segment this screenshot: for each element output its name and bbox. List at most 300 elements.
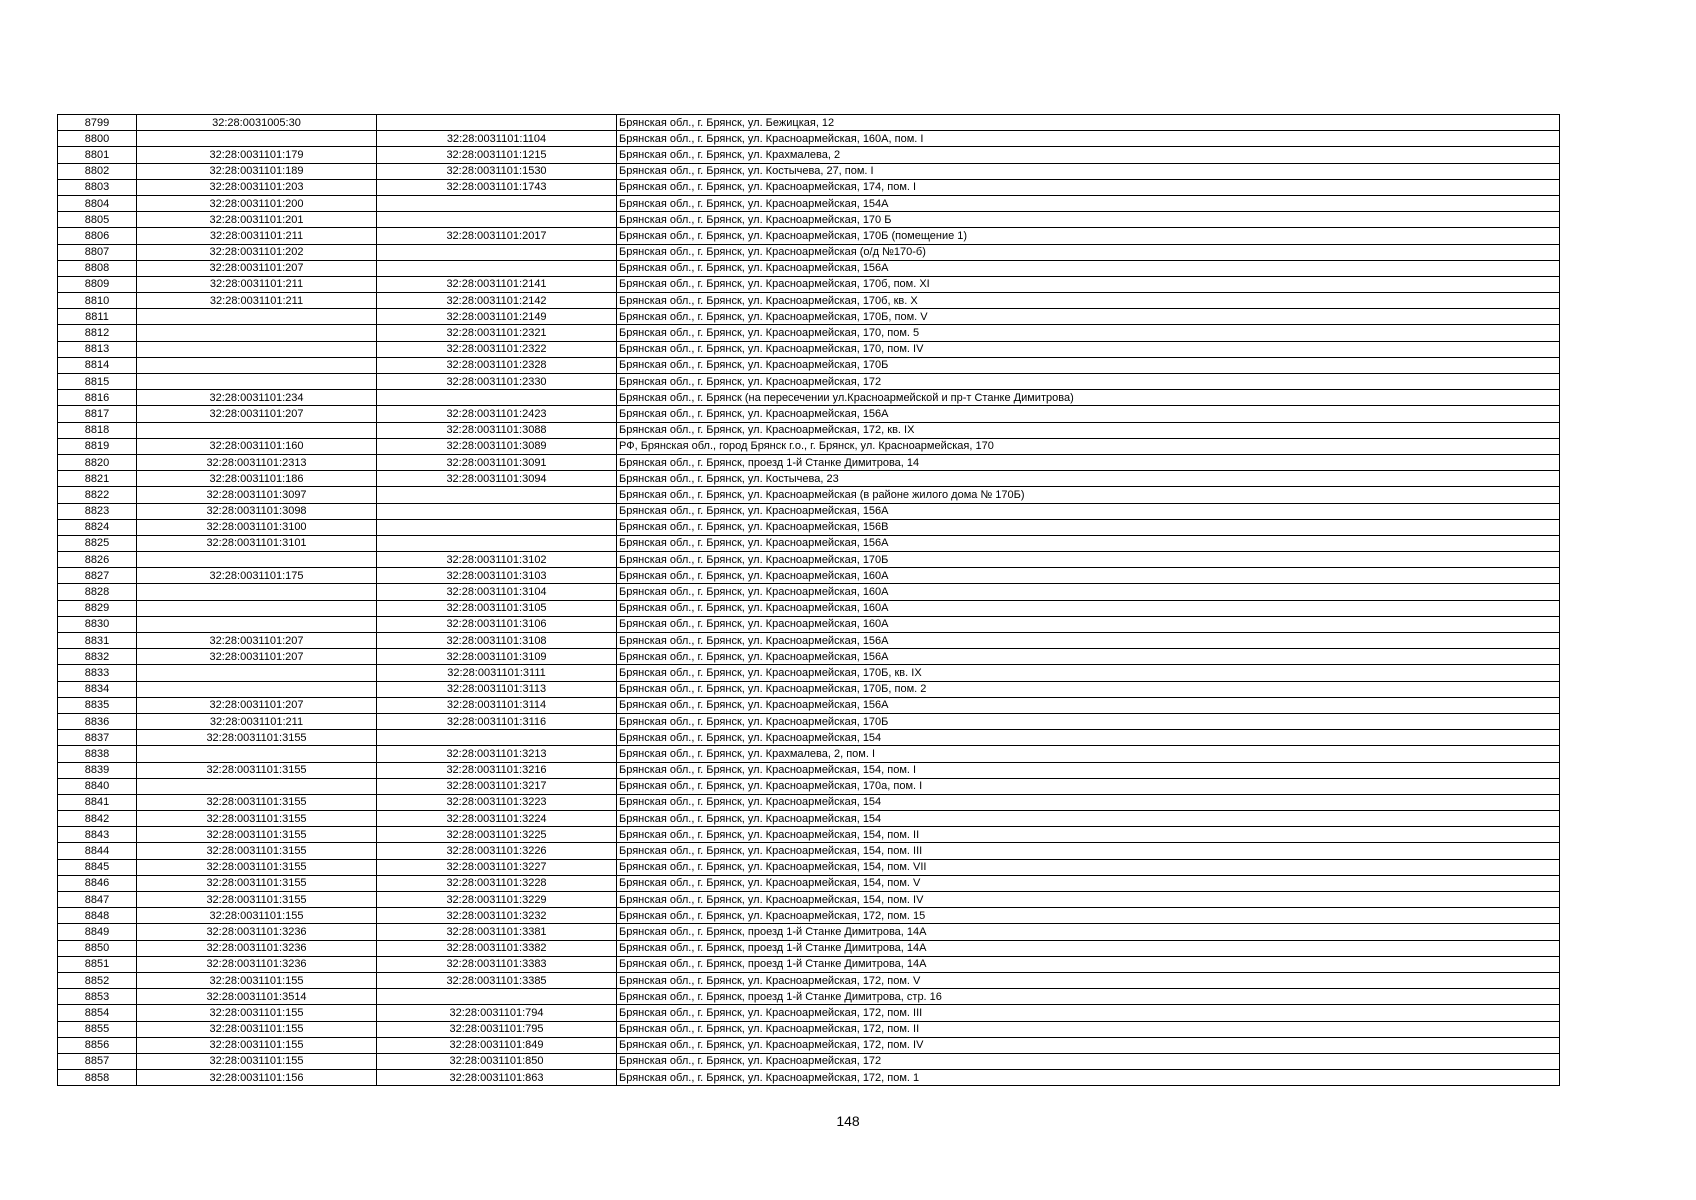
table-row (58, 600, 1560, 616)
address-cell: Брянская обл., г. Брянск, ул. Красноармейская, 170Б (помещение 1) (617, 228, 1560, 244)
table-row (58, 519, 1560, 535)
row-number-cell: 8809 (58, 276, 137, 292)
object-number-cell: 32:28:0031101:863 (377, 1070, 617, 1086)
object-number-cell: 32:28:0031101:3232 (377, 908, 617, 924)
land-plot-number-cell: 32:28:0031101:207 (137, 633, 377, 649)
land-plot-number-cell: 32:28:0031101:2313 (137, 454, 377, 470)
address-cell: Брянская обл., г. Брянск, ул. Красноармейская, 160А (617, 616, 1560, 632)
object-number-cell: 32:28:0031101:3381 (377, 924, 617, 940)
object-number-cell: 32:28:0031101:1215 (377, 147, 617, 163)
object-number-cell: 32:28:0031101:3105 (377, 600, 617, 616)
address-cell: Брянская обл., г. Брянск, ул. Красноармейская (в районе жилого дома № 170Б) (617, 487, 1560, 503)
table-row (58, 390, 1560, 406)
row-number-cell: 8828 (58, 584, 137, 600)
object-number-cell: 32:28:0031101:3217 (377, 778, 617, 794)
land-plot-number-cell (137, 616, 377, 632)
object-number-cell (377, 212, 617, 228)
row-number-cell: 8811 (58, 309, 137, 325)
address-cell: Брянская обл., г. Брянск, ул. Красноармейская, 154, пом. IV (617, 892, 1560, 908)
table-row (58, 956, 1560, 972)
row-number-cell: 8824 (58, 519, 137, 535)
table-row (58, 1070, 1560, 1086)
address-cell: Брянская обл., г. Брянск, ул. Красноармейская, 172, кв. IX (617, 422, 1560, 438)
address-cell: Брянская обл., г. Брянск, ул. Красноармейская, 172, пом. III (617, 1005, 1560, 1021)
land-plot-number-cell: 32:28:0031101:3236 (137, 956, 377, 972)
row-number-cell: 8856 (58, 1037, 137, 1053)
address-cell: Брянская обл., г. Брянск, ул. Красноармейская, 154, пом. II (617, 827, 1560, 843)
row-number-cell: 8805 (58, 212, 137, 228)
object-number-cell (377, 244, 617, 260)
land-plot-number-cell: 32:28:0031101:189 (137, 163, 377, 179)
land-plot-number-cell: 32:28:0031101:211 (137, 228, 377, 244)
land-plot-number-cell: 32:28:0031101:211 (137, 276, 377, 292)
object-number-cell: 32:28:0031101:3111 (377, 665, 617, 681)
land-plot-number-cell (137, 665, 377, 681)
row-number-cell: 8823 (58, 503, 137, 519)
land-plot-number-cell: 32:28:0031101:3155 (137, 730, 377, 746)
row-number-cell: 8833 (58, 665, 137, 681)
object-number-cell: 32:28:0031101:2328 (377, 357, 617, 373)
land-plot-number-cell: 32:28:0031101:3155 (137, 843, 377, 859)
row-number-cell: 8841 (58, 794, 137, 810)
table-row (58, 163, 1560, 179)
object-number-cell (377, 989, 617, 1005)
table-row (58, 260, 1560, 276)
address-cell: РФ, Брянская обл., город Брянск г.о., г. Брянск, ул. Красноармейская, 170 (617, 438, 1560, 454)
object-number-cell: 32:28:0031101:3228 (377, 875, 617, 891)
row-number-cell: 8825 (58, 535, 137, 551)
land-plot-number-cell (137, 584, 377, 600)
land-plot-number-cell: 32:28:0031101:3236 (137, 940, 377, 956)
land-plot-number-cell: 32:28:0031101:211 (137, 713, 377, 729)
land-plot-number-cell: 32:28:0031005:30 (137, 115, 377, 131)
land-plot-number-cell: 32:28:0031101:156 (137, 1070, 377, 1086)
address-cell: Брянская обл., г. Брянск, ул. Красноармейская, 172, пом. II (617, 1021, 1560, 1037)
object-number-cell (377, 260, 617, 276)
table-row (58, 454, 1560, 470)
table-row (58, 746, 1560, 762)
object-number-cell: 32:28:0031101:3089 (377, 438, 617, 454)
row-number-cell: 8849 (58, 924, 137, 940)
object-number-cell: 32:28:0031101:795 (377, 1021, 617, 1037)
object-number-cell: 32:28:0031101:3227 (377, 859, 617, 875)
land-plot-number-cell: 32:28:0031101:186 (137, 471, 377, 487)
table-row (58, 924, 1560, 940)
table-row (58, 374, 1560, 390)
table-row (58, 471, 1560, 487)
row-number-cell: 8850 (58, 940, 137, 956)
row-number-cell: 8799 (58, 115, 137, 131)
land-plot-number-cell: 32:28:0031101:201 (137, 212, 377, 228)
object-number-cell (377, 730, 617, 746)
row-number-cell: 8822 (58, 487, 137, 503)
address-cell: Брянская обл., г. Брянск, ул. Красноармейская, 154, пом. V (617, 875, 1560, 891)
table-row (58, 309, 1560, 325)
row-number-cell: 8836 (58, 713, 137, 729)
address-cell: Брянская обл., г. Брянск, ул. Красноармейская, 170Б (617, 552, 1560, 568)
address-cell: Брянская обл., г. Брянск, ул. Красноармейская, 170а, пом. I (617, 778, 1560, 794)
row-number-cell: 8832 (58, 649, 137, 665)
object-number-cell: 32:28:0031101:3109 (377, 649, 617, 665)
row-number-cell: 8831 (58, 633, 137, 649)
object-number-cell (377, 195, 617, 211)
table-row (58, 843, 1560, 859)
row-number-cell: 8830 (58, 616, 137, 632)
table-row (58, 859, 1560, 875)
row-number-cell: 8820 (58, 454, 137, 470)
row-number-cell: 8844 (58, 843, 137, 859)
land-plot-number-cell (137, 600, 377, 616)
land-plot-number-cell: 32:28:0031101:179 (137, 147, 377, 163)
object-number-cell: 32:28:0031101:3088 (377, 422, 617, 438)
land-plot-number-cell: 32:28:0031101:3236 (137, 924, 377, 940)
land-plot-number-cell: 32:28:0031101:234 (137, 390, 377, 406)
address-cell: Брянская обл., г. Брянск, ул. Красноармейская, 160А (617, 600, 1560, 616)
land-plot-number-cell (137, 681, 377, 697)
land-plot-number-cell: 32:28:0031101:207 (137, 260, 377, 276)
address-cell: Брянская обл., г. Брянск, проезд 1-й Станке Димитрова, стр. 16 (617, 989, 1560, 1005)
land-plot-number-cell: 32:28:0031101:3155 (137, 859, 377, 875)
land-plot-number-cell: 32:28:0031101:203 (137, 179, 377, 195)
address-cell: Брянская обл., г. Брянск, ул. Красноармейская, 154 (617, 811, 1560, 827)
row-number-cell: 8838 (58, 746, 137, 762)
object-number-cell: 32:28:0031101:1530 (377, 163, 617, 179)
table-row (58, 438, 1560, 454)
table-row (58, 730, 1560, 746)
row-number-cell: 8819 (58, 438, 137, 454)
row-number-cell: 8846 (58, 875, 137, 891)
address-cell: Брянская обл., г. Брянск, проезд 1-й Станке Димитрова, 14А (617, 940, 1560, 956)
table-row (58, 406, 1560, 422)
table-row (58, 584, 1560, 600)
row-number-cell: 8835 (58, 697, 137, 713)
table-row (58, 827, 1560, 843)
table-row (58, 681, 1560, 697)
land-plot-number-cell: 32:28:0031101:3155 (137, 875, 377, 891)
land-plot-number-cell (137, 131, 377, 147)
object-number-cell: 32:28:0031101:2017 (377, 228, 617, 244)
table-row (58, 422, 1560, 438)
address-cell: Брянская обл., г. Брянск, ул. Красноармейская, 154 (617, 794, 1560, 810)
land-plot-number-cell: 32:28:0031101:155 (137, 1021, 377, 1037)
land-plot-number-cell (137, 746, 377, 762)
land-plot-number-cell: 32:28:0031101:3101 (137, 535, 377, 551)
row-number-cell: 8814 (58, 357, 137, 373)
table-row (58, 293, 1560, 309)
address-cell: Брянская обл., г. Брянск, ул. Красноармейская, 154А (617, 195, 1560, 211)
object-number-cell: 32:28:0031101:3103 (377, 568, 617, 584)
table-row (58, 276, 1560, 292)
land-plot-number-cell (137, 374, 377, 390)
table-row (58, 649, 1560, 665)
row-number-cell: 8843 (58, 827, 137, 843)
address-cell: Брянская обл., г. Брянск, ул. Красноармейская, 154, пом. III (617, 843, 1560, 859)
land-plot-number-cell: 32:28:0031101:160 (137, 438, 377, 454)
address-cell: Брянская обл., г. Брянск, ул. Красноармейская, 170Б (617, 357, 1560, 373)
object-number-cell: 32:28:0031101:3113 (377, 681, 617, 697)
cadastral-table (57, 114, 1560, 1086)
land-plot-number-cell: 32:28:0031101:3155 (137, 794, 377, 810)
row-number-cell: 8807 (58, 244, 137, 260)
address-cell: Брянская обл., г. Брянск, ул. Красноармейская, 156А (617, 697, 1560, 713)
row-number-cell: 8816 (58, 390, 137, 406)
row-number-cell: 8858 (58, 1070, 137, 1086)
table-row (58, 908, 1560, 924)
table-row (58, 487, 1560, 503)
address-cell: Брянская обл., г. Брянск, проезд 1-й Станке Димитрова, 14А (617, 924, 1560, 940)
row-number-cell: 8848 (58, 908, 137, 924)
land-plot-number-cell: 32:28:0031101:155 (137, 908, 377, 924)
row-number-cell: 8804 (58, 195, 137, 211)
address-cell: Брянская обл., г. Брянск, ул. Красноармейская, 154, пом. VII (617, 859, 1560, 875)
object-number-cell: 32:28:0031101:3094 (377, 471, 617, 487)
object-number-cell: 32:28:0031101:2149 (377, 309, 617, 325)
object-number-cell: 32:28:0031101:3106 (377, 616, 617, 632)
land-plot-number-cell: 32:28:0031101:3155 (137, 811, 377, 827)
address-cell: Брянская обл., г. Брянск, ул. Красноармейская, 156А (617, 260, 1560, 276)
object-number-cell: 32:28:0031101:3223 (377, 794, 617, 810)
table-row (58, 228, 1560, 244)
row-number-cell: 8827 (58, 568, 137, 584)
table-row (58, 212, 1560, 228)
land-plot-number-cell (137, 325, 377, 341)
table-row (58, 1021, 1560, 1037)
address-cell: Брянская обл., г. Брянск, ул. Красноармейская, 170б, кв. X (617, 293, 1560, 309)
land-plot-number-cell (137, 422, 377, 438)
object-number-cell (377, 390, 617, 406)
object-number-cell: 32:28:0031101:2142 (377, 293, 617, 309)
table-row (58, 179, 1560, 195)
address-cell: Брянская обл., г. Брянск, ул. Красноармейская, 154, пом. I (617, 762, 1560, 778)
table-row (58, 1037, 1560, 1053)
row-number-cell: 8812 (58, 325, 137, 341)
table-row (58, 713, 1560, 729)
row-number-cell: 8840 (58, 778, 137, 794)
land-plot-number-cell: 32:28:0031101:207 (137, 406, 377, 422)
object-number-cell: 32:28:0031101:3226 (377, 843, 617, 859)
land-plot-number-cell: 32:28:0031101:3100 (137, 519, 377, 535)
table-row (58, 131, 1560, 147)
land-plot-number-cell: 32:28:0031101:155 (137, 1005, 377, 1021)
object-number-cell: 32:28:0031101:3116 (377, 713, 617, 729)
object-number-cell: 32:28:0031101:2141 (377, 276, 617, 292)
address-cell: Брянская обл., г. Брянск, ул. Красноармейская, 172 (617, 1053, 1560, 1069)
address-cell: Брянская обл., г. Брянск, ул. Красноармейская, 170, пом. IV (617, 341, 1560, 357)
table-row (58, 244, 1560, 260)
table-row (58, 357, 1560, 373)
table-row (58, 147, 1560, 163)
address-cell: Брянская обл., г. Брянск, ул. Красноармейская, 160А, пом. I (617, 131, 1560, 147)
address-cell: Брянская обл., г. Брянск, ул. Костычева, 27, пом. I (617, 163, 1560, 179)
row-number-cell: 8801 (58, 147, 137, 163)
land-plot-number-cell (137, 778, 377, 794)
land-plot-number-cell: 32:28:0031101:3155 (137, 762, 377, 778)
table-row (58, 503, 1560, 519)
land-plot-number-cell: 32:28:0031101:3155 (137, 892, 377, 908)
page-number: 148 (836, 1113, 860, 1129)
address-cell: Брянская обл., г. Брянск, ул. Костычева, 23 (617, 471, 1560, 487)
object-number-cell: 32:28:0031101:3091 (377, 454, 617, 470)
table-row (58, 778, 1560, 794)
object-number-cell: 32:28:0031101:3383 (377, 956, 617, 972)
table-row (58, 616, 1560, 632)
address-cell: Брянская обл., г. Брянск, ул. Крахмалева, 2 (617, 147, 1560, 163)
address-cell: Брянская обл., г. Брянск, ул. Красноармейская, 154 (617, 730, 1560, 746)
table-row (58, 875, 1560, 891)
address-cell: Брянская обл., г. Брянск, ул. Красноармейская, 172 (617, 374, 1560, 390)
object-number-cell (377, 115, 617, 131)
object-number-cell: 32:28:0031101:794 (377, 1005, 617, 1021)
row-number-cell: 8815 (58, 374, 137, 390)
land-plot-number-cell: 32:28:0031101:211 (137, 293, 377, 309)
land-plot-number-cell: 32:28:0031101:155 (137, 972, 377, 988)
object-number-cell: 32:28:0031101:3104 (377, 584, 617, 600)
row-number-cell: 8855 (58, 1021, 137, 1037)
object-number-cell: 32:28:0031101:3382 (377, 940, 617, 956)
object-number-cell (377, 519, 617, 535)
land-plot-number-cell (137, 309, 377, 325)
row-number-cell: 8837 (58, 730, 137, 746)
land-plot-number-cell: 32:28:0031101:3098 (137, 503, 377, 519)
land-plot-number-cell: 32:28:0031101:207 (137, 649, 377, 665)
object-number-cell: 32:28:0031101:3108 (377, 633, 617, 649)
row-number-cell: 8821 (58, 471, 137, 487)
object-number-cell: 32:28:0031101:3114 (377, 697, 617, 713)
table-row (58, 762, 1560, 778)
address-cell: Брянская обл., г. Брянск, ул. Красноармейская, 156А (617, 406, 1560, 422)
land-plot-number-cell (137, 357, 377, 373)
row-number-cell: 8817 (58, 406, 137, 422)
address-cell: Брянская обл., г. Брянск, ул. Красноармейская, 174, пом. I (617, 179, 1560, 195)
land-plot-number-cell: 32:28:0031101:3155 (137, 827, 377, 843)
address-cell: Брянская обл., г. Брянск, ул. Красноармейская, 156А (617, 503, 1560, 519)
table-row (58, 892, 1560, 908)
object-number-cell: 32:28:0031101:3225 (377, 827, 617, 843)
row-number-cell: 8852 (58, 972, 137, 988)
address-cell: Брянская обл., г. Брянск, проезд 1-й Станке Димитрова, 14 (617, 454, 1560, 470)
object-number-cell: 32:28:0031101:3102 (377, 552, 617, 568)
row-number-cell: 8826 (58, 552, 137, 568)
table-row (58, 568, 1560, 584)
object-number-cell: 32:28:0031101:2322 (377, 341, 617, 357)
table-row (58, 1053, 1560, 1069)
land-plot-number-cell: 32:28:0031101:175 (137, 568, 377, 584)
table-row (58, 195, 1560, 211)
table-row (58, 697, 1560, 713)
table-row (58, 552, 1560, 568)
address-cell: Брянская обл., г. Брянск, ул. Красноармейская, 170Б, кв. IX (617, 665, 1560, 681)
address-cell: Брянская обл., г. Брянск, ул. Красноармейская, 172, пом. IV (617, 1037, 1560, 1053)
row-number-cell: 8810 (58, 293, 137, 309)
object-number-cell: 32:28:0031101:2423 (377, 406, 617, 422)
land-plot-number-cell: 32:28:0031101:3514 (137, 989, 377, 1005)
address-cell: Брянская обл., г. Брянск, ул. Красноармейская, 170б, пом. XI (617, 276, 1560, 292)
row-number-cell: 8839 (58, 762, 137, 778)
row-number-cell: 8802 (58, 163, 137, 179)
object-number-cell (377, 487, 617, 503)
table-row (58, 972, 1560, 988)
table-row (58, 794, 1560, 810)
object-number-cell: 32:28:0031101:849 (377, 1037, 617, 1053)
object-number-cell: 32:28:0031101:3216 (377, 762, 617, 778)
address-cell: Брянская обл., г. Брянск, ул. Красноармейская, 156А (617, 649, 1560, 665)
address-cell: Брянская обл., г. Брянск, ул. Красноармейская, 160А (617, 584, 1560, 600)
address-cell: Брянская обл., г. Брянск, ул. Красноармейская, 156А (617, 633, 1560, 649)
row-number-cell: 8829 (58, 600, 137, 616)
table-row (58, 341, 1560, 357)
object-number-cell (377, 503, 617, 519)
row-number-cell: 8808 (58, 260, 137, 276)
table-row (58, 633, 1560, 649)
object-number-cell: 32:28:0031101:1743 (377, 179, 617, 195)
table-row (58, 940, 1560, 956)
table-row (58, 811, 1560, 827)
land-plot-number-cell: 32:28:0031101:3097 (137, 487, 377, 503)
address-cell: Брянская обл., г. Брянск, ул. Красноармейская, 170Б, пом. 2 (617, 681, 1560, 697)
address-cell: Брянская обл., г. Брянск, ул. Красноармейская (о/д №170-б) (617, 244, 1560, 260)
row-number-cell: 8845 (58, 859, 137, 875)
table-row (58, 325, 1560, 341)
address-cell: Брянская обл., г. Брянск, ул. Красноармейская, 170 Б (617, 212, 1560, 228)
address-cell: Брянская обл., г. Брянск, проезд 1-й Станке Димитрова, 14А (617, 956, 1560, 972)
land-plot-number-cell: 32:28:0031101:200 (137, 195, 377, 211)
address-cell: Брянская обл., г. Брянск, ул. Красноармейская, 170, пом. 5 (617, 325, 1560, 341)
address-cell: Брянская обл., г. Брянск, ул. Красноармейская, 156В (617, 519, 1560, 535)
row-number-cell: 8803 (58, 179, 137, 195)
object-number-cell: 32:28:0031101:3224 (377, 811, 617, 827)
land-plot-number-cell: 32:28:0031101:155 (137, 1037, 377, 1053)
address-cell: Брянская обл., г. Брянск, ул. Красноармейская, 172, пом. V (617, 972, 1560, 988)
object-number-cell (377, 535, 617, 551)
address-cell: Брянская обл., г. Брянск, ул. Бежицкая, 12 (617, 115, 1560, 131)
row-number-cell: 8847 (58, 892, 137, 908)
address-cell: Брянская обл., г. Брянск, ул. Красноармейская, 156А (617, 535, 1560, 551)
table-row (58, 115, 1560, 131)
row-number-cell: 8813 (58, 341, 137, 357)
row-number-cell: 8857 (58, 1053, 137, 1069)
address-cell: Брянская обл., г. Брянск, ул. Крахмалева, 2, пом. I (617, 746, 1560, 762)
row-number-cell: 8842 (58, 811, 137, 827)
table-row (58, 665, 1560, 681)
object-number-cell: 32:28:0031101:3385 (377, 972, 617, 988)
land-plot-number-cell (137, 552, 377, 568)
row-number-cell: 8818 (58, 422, 137, 438)
address-cell: Брянская обл., г. Брянск, ул. Красноармейская, 172, пом. 15 (617, 908, 1560, 924)
row-number-cell: 8854 (58, 1005, 137, 1021)
object-number-cell: 32:28:0031101:3213 (377, 746, 617, 762)
row-number-cell: 8851 (58, 956, 137, 972)
row-number-cell: 8800 (58, 131, 137, 147)
row-number-cell: 8834 (58, 681, 137, 697)
object-number-cell: 32:28:0031101:1104 (377, 131, 617, 147)
object-number-cell: 32:28:0031101:850 (377, 1053, 617, 1069)
row-number-cell: 8806 (58, 228, 137, 244)
address-cell: Брянская обл., г. Брянск, ул. Красноармейская, 160А (617, 568, 1560, 584)
land-plot-number-cell (137, 341, 377, 357)
address-cell: Брянская обл., г. Брянск, ул. Красноармейская, 172, пом. 1 (617, 1070, 1560, 1086)
object-number-cell: 32:28:0031101:2321 (377, 325, 617, 341)
table-row (58, 1005, 1560, 1021)
object-number-cell: 32:28:0031101:3229 (377, 892, 617, 908)
cadastral-table-body (58, 115, 1560, 1086)
land-plot-number-cell: 32:28:0031101:207 (137, 697, 377, 713)
table-row (58, 989, 1560, 1005)
row-number-cell: 8853 (58, 989, 137, 1005)
land-plot-number-cell: 32:28:0031101:202 (137, 244, 377, 260)
land-plot-number-cell: 32:28:0031101:155 (137, 1053, 377, 1069)
object-number-cell: 32:28:0031101:2330 (377, 374, 617, 390)
address-cell: Брянская обл., г. Брянск, ул. Красноармейская, 170Б (617, 713, 1560, 729)
